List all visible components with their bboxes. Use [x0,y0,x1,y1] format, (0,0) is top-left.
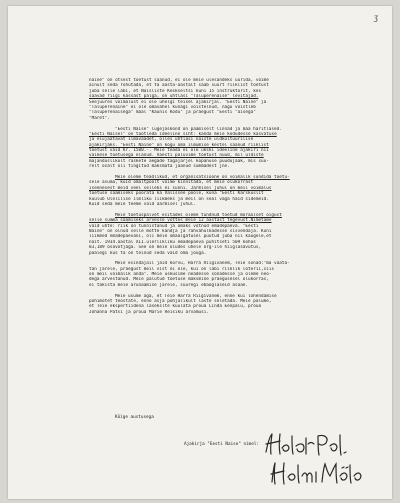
paragraph [89,127,374,170]
document-page [8,6,392,499]
text-line: saavad riigi kassast palga, on ühtlasi "Taluperenaise" levitajad. [89,94,259,100]
paragraph [89,78,374,121]
text-line: "Eesti Naisel" on taotleda ideeline siht: kanda meie kodudesse kasvatuse [89,131,277,137]
text-line: liikmed emadepäevani, oli meie omaalgatusel püütud juba nii kaugele,et [89,234,272,240]
text-line: majanduslikult raskete aegade tagajärjel kopanuse puudujääk, mis suu- [89,158,269,164]
paragraph [89,294,374,316]
text-line: ajakirjaks. "Eesti Naine" on kogu oma ilmumise kestel saanud riiklist [89,142,269,148]
closing-salutation: Kõige austusega [115,415,154,420]
text-line: ei takista meie arunaamise järele, suuregi ebaõglaseid asaae. [89,282,249,288]
text-line: dega arvestanud. Meie palutud toetuse maksmine praegusesel olukorras, [89,277,269,283]
text-line: Meie usume aga, et Teie Härra Riigivanem, enne kui lõhendamise [115,293,277,299]
letter-body [89,78,374,321]
text-line: relt osalt oli tingitud maksmata jäänud summadest jne. [89,164,230,170]
text-line: iseenesest meid veel selleks ei sunni. Järmisel juhul on meil võimalus [89,185,272,191]
text-line: naine" on otsest toetust saanud, ei ole meie ülesandeks uurida, võime [89,78,269,83]
handwritten-signature-1 [262,430,352,460]
text-line: väikese toetusega elanud. Vaesti paluvime toetust nüüd, mil üldiste [89,153,264,159]
text-line: "Eesti Naise" lugejaskond on päämiselt linnad ja maa haritlased. [115,126,282,132]
text-line: ja elujaatavat ilmavaadet, olles ühtlasi naiste üldkultuurilise [89,137,254,143]
handwritten-signature-2 [266,458,366,488]
text-line: Naine" on olnud selle mõtte kandja ja rahvahulkadesse sisvendaja. Kuni [89,228,272,234]
text-line: sele asuma, kuid omaltpoolt võime kinnitada, et meie olukorrast [89,180,254,186]
text-line: Seejuures võimalust ei ole ühelgi teisel ajakirjal. "Eesti Naine" ja [89,99,267,105]
text-line: on meil võimalik anda". Meie uskusime neadesse sõnadesse ja oleme neo- [89,272,272,278]
text-line: Meie oleme teadlikud, et organisatsioone on võimalik sundida toetu- [115,175,290,181]
text-line: "Taluperenaine" ei ole omavahel kunagi võistelnud, nagu võistleb [89,104,256,110]
text-line: Meie toetuspalvet esitades oleme tundnud tõetud moraalset õigust [115,212,282,218]
paragraph [89,213,374,256]
text-line: tan järele, praegust meil vist ei ole, kui on läbi riiklik loterii,siis [89,266,275,272]
text-line: toetuse saamiseks pöörata ka Välissee poole, kuna "Eesti Karskuslit [89,191,264,197]
text-line: vaid ühte: riik on tunnistanud ja omaks võtnud emadepäeva. "Eesti [89,223,259,229]
handwritten-reference-mark: ʒ [374,12,378,22]
paragraph [89,175,374,207]
text-line: toetust vaid Kr. 1500.-. Meie teada ei ole ükski ideeline ajakiri nii [89,148,269,154]
text-line: Johanna Pätsi ja proua Marie Reisiku arvamusi. [89,309,209,315]
text-line: päälegi kus ta on teinud seda vaid oma jõuga. [89,250,207,256]
text-line: Meie esindajail jäid kõrvu, Härra Riigivanem, Teie sõnad:"ma vaata- [115,261,290,267]
text-line: selle summa saamiseks arvesse võttes meie 12 aastast tegevust.Nimetame [89,218,272,224]
text-line: et Teie ekspertiidena lasekslte kuulata proua Linda Eenpalu, proua [89,304,262,310]
text-line: põhimõtet teostate, enne asja põhjalikult laste seletada. Meie palume, [89,299,272,305]
text-line: juba selle läbi, et Naisliste Keskseltsi kuni 15 instruktorit, kes [89,88,262,94]
text-line: "Maret". [89,115,110,121]
text-line: kuulub Ülelilise ilmliku liikmeks ja meil on seal väga häid sidemeid. [89,196,269,202]
text-line: Kuid seda meie teeme vaid äärmisel juhul. [89,201,196,207]
paragraph [89,261,374,288]
text-line: näit. 1934.aastal XII.ülerlikliku emadepäeva pühitseti 509 kohas [89,239,256,245]
text-line: 83,189 osavõtjaga. See on meie oludes ühele org-ile hiiglasavutus, [89,245,262,251]
signature-intro: Ajakirja "Eesti Naise" nimel: [184,442,260,447]
text-line: "Taluperenaisega" maal "Kaunis Kodu" ja praegust "Eesti "aisega" [89,110,256,116]
text-line: ainult seda rõhutada, et ta aasta-aastalt saab suurt riiklist toetust [89,83,269,89]
